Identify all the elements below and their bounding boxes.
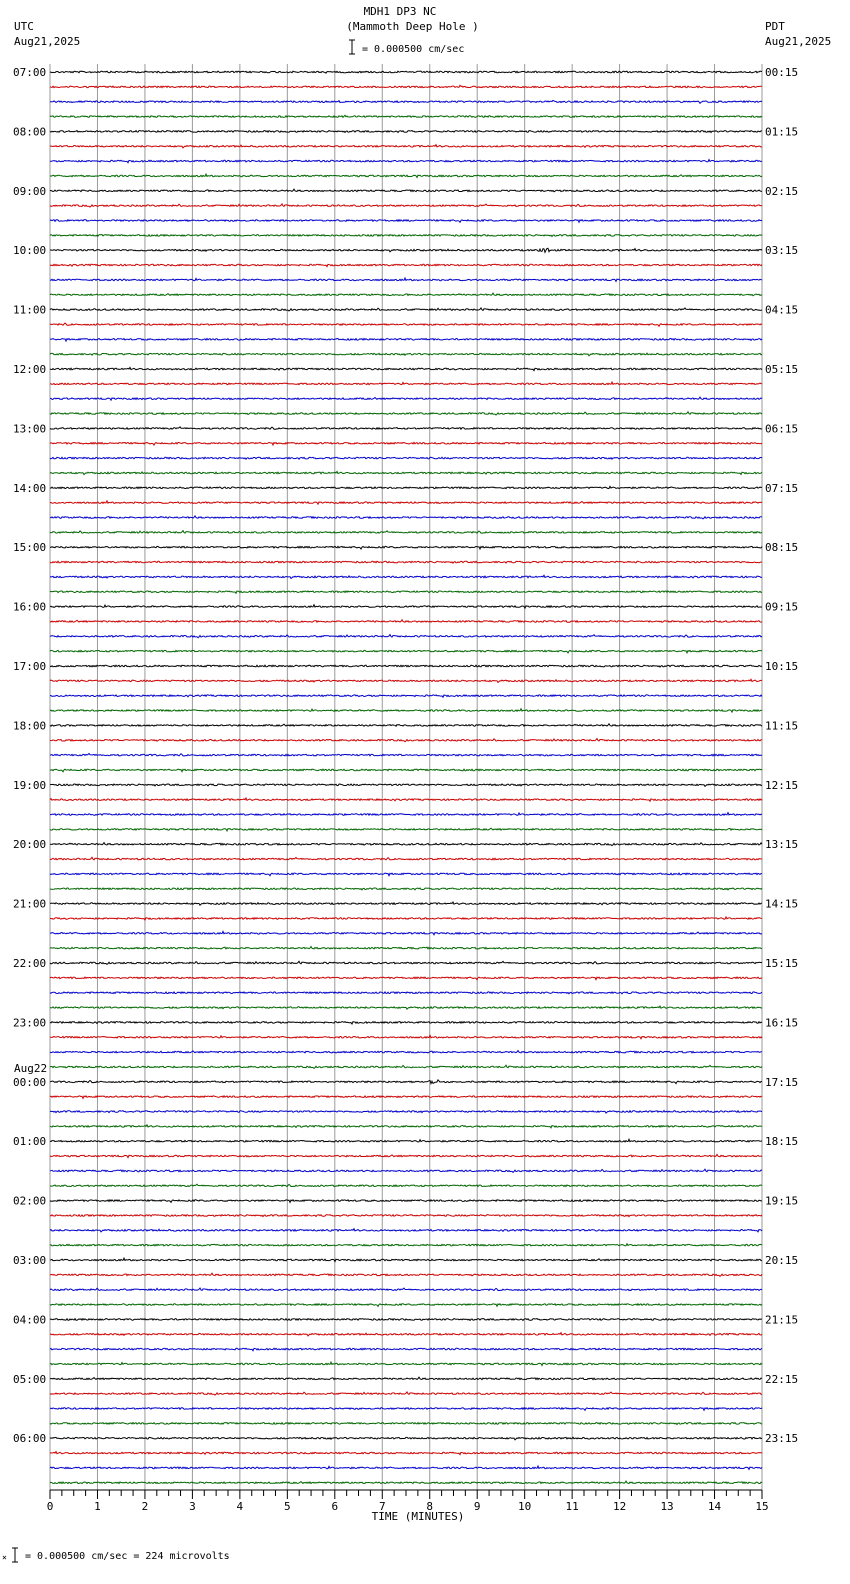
pdt-hour-label: 14:15 [765, 897, 799, 911]
seismic-trace [50, 561, 762, 563]
seismic-trace [50, 367, 762, 370]
seismic-trace [50, 1362, 762, 1365]
seismic-trace [50, 115, 762, 117]
seismic-traces [50, 71, 762, 1483]
pdt-hour-label: 19:15 [765, 1194, 799, 1208]
seismic-trace [50, 709, 762, 712]
utc-hour-label: 16:00 [13, 600, 47, 614]
x-tick-label: 10 [518, 1500, 532, 1513]
left-date: Aug21,2025 [14, 35, 81, 48]
seismic-trace [50, 293, 762, 296]
utc-hour-label: 00:00 [13, 1075, 47, 1089]
seismic-trace [50, 992, 762, 994]
seismic-trace [50, 1065, 762, 1068]
seismic-trace [50, 695, 762, 697]
pdt-hour-label: 21:15 [765, 1313, 799, 1327]
utc-hour-label: 04:00 [13, 1313, 47, 1327]
pdt-hour-label: 13:15 [765, 838, 799, 852]
seismic-trace [50, 1169, 762, 1172]
seismic-trace [50, 1273, 762, 1276]
pdt-hour-label: 11:15 [765, 719, 799, 733]
station-location: (Mammoth Deep Hole ) [346, 20, 479, 33]
seismic-trace [50, 620, 762, 623]
pdt-hour-label: 22:15 [765, 1372, 799, 1386]
pdt-hour-label: 02:15 [765, 184, 799, 198]
seismic-trace [50, 353, 762, 356]
seismic-trace [50, 828, 762, 831]
utc-hour-label: 15:00 [13, 541, 47, 555]
utc-hour-label: 21:00 [13, 897, 47, 911]
pdt-hour-label: 04:15 [765, 303, 799, 317]
seismic-trace [50, 1392, 762, 1395]
seismic-trace [50, 442, 762, 445]
seismic-trace [50, 1319, 762, 1321]
seismic-trace [50, 1080, 762, 1084]
seismic-trace [50, 1244, 762, 1246]
seismic-trace [50, 857, 762, 860]
seismic-trace [50, 769, 762, 772]
utc-hour-label: 14:00 [13, 481, 47, 495]
x-tick-label: 14 [707, 1500, 722, 1513]
seismic-trace [50, 902, 762, 905]
footer-scale-bar-icon [12, 1548, 18, 1562]
x-tick-label: 13 [660, 1500, 674, 1513]
seismic-trace [50, 1006, 762, 1009]
seismic-trace [50, 798, 762, 801]
seismic-trace [50, 1258, 762, 1261]
seismic-trace [50, 931, 762, 934]
pdt-hour-label: 00:15 [765, 66, 799, 79]
seismic-trace [50, 635, 762, 638]
x-tick-label: 8 [426, 1500, 434, 1513]
seismic-trace [50, 1111, 762, 1114]
seismic-trace [50, 1333, 762, 1336]
pdt-hour-label: 12:15 [765, 778, 799, 792]
seismic-trace [50, 174, 762, 177]
pdt-hour-label: 17:15 [765, 1075, 799, 1089]
x-tick-label: 9 [473, 1500, 481, 1513]
utc-hour-label: 17:00 [13, 660, 47, 673]
seismic-trace [50, 85, 762, 87]
seismic-trace [50, 323, 762, 326]
seismic-trace [50, 531, 762, 534]
seismic-trace [50, 724, 762, 726]
seismic-trace [50, 486, 762, 488]
seismic-trace [50, 873, 762, 876]
seismic-trace [50, 397, 762, 400]
utc-hour-label: 19:00 [13, 778, 47, 792]
x-tick-label: 12 [612, 1500, 627, 1513]
seismic-trace [50, 947, 762, 950]
seismic-trace [50, 1139, 762, 1142]
seismic-trace [50, 977, 762, 980]
utc-hour-label: 11:00 [13, 303, 47, 317]
utc-hour-label: 23:00 [13, 1016, 47, 1030]
seismic-trace [50, 1466, 762, 1469]
utc-hour-label: 03:00 [13, 1254, 47, 1267]
seismic-trace [50, 739, 762, 742]
pdt-hour-label: 20:15 [765, 1254, 799, 1267]
seismic-trace [50, 813, 762, 816]
x-tick-label: 3 [189, 1500, 196, 1513]
seismic-trace [50, 754, 762, 756]
minute-grid-lines [50, 64, 762, 1490]
seismic-trace [50, 131, 762, 133]
footer-scale-note: = 0.000500 cm/sec = 224 microvolts [25, 1551, 230, 1562]
utc-hour-label: 06:00 [13, 1432, 47, 1446]
x-tick-label: 0 [46, 1500, 54, 1513]
utc-hour-label: 12:00 [13, 363, 47, 376]
header-scale-bar-icon [349, 40, 355, 54]
seismic-trace [50, 1154, 762, 1157]
x-tick-label: 4 [236, 1500, 244, 1513]
utc-hour-label: 01:00 [13, 1135, 47, 1149]
seismic-trace [50, 264, 762, 266]
seismic-trace [50, 457, 762, 459]
pdt-hour-label: 03:15 [765, 244, 799, 258]
right-timezone: PDT [765, 20, 785, 33]
seismic-trace [50, 605, 762, 608]
seismic-trace [50, 1200, 762, 1203]
utc-hour-label: 20:00 [13, 838, 47, 852]
seismic-trace [50, 1184, 762, 1186]
seismic-trace [50, 591, 762, 593]
seismic-trace [50, 100, 762, 103]
pdt-hour-label: 05:15 [765, 363, 799, 376]
seismic-trace [50, 1215, 762, 1217]
pdt-hour-label: 06:15 [765, 422, 799, 436]
x-tick-label: 2 [141, 1500, 149, 1513]
pdt-hour-label: 09:15 [765, 600, 799, 614]
x-tick-label: 11 [565, 1500, 579, 1513]
seismic-trace [50, 917, 762, 920]
seismic-trace [50, 843, 762, 846]
utc-hour-label: 13:00 [13, 422, 47, 436]
right-date: Aug21,2025 [765, 35, 832, 48]
seismic-trace [50, 220, 762, 223]
pdt-hour-label: 15:15 [765, 957, 799, 970]
seismic-trace [50, 248, 762, 252]
seismic-trace [50, 1125, 762, 1128]
utc-hour-label: 10:00 [13, 244, 47, 258]
seismic-trace [50, 1288, 762, 1291]
header-scale-text: = 0.000500 cm/sec [362, 44, 465, 55]
pdt-hour-label: 18:15 [765, 1135, 799, 1149]
seismic-trace [50, 575, 762, 578]
seismic-trace [50, 1348, 762, 1350]
seismic-trace [50, 145, 762, 148]
utc-hour-label: 07:00 [13, 66, 47, 79]
seismic-trace [50, 339, 762, 342]
seismic-trace [50, 679, 762, 682]
seismic-trace [50, 1096, 762, 1099]
pdt-hour-label: 07:15 [765, 481, 799, 495]
seismic-trace [50, 189, 762, 192]
utc-hour-label: 05:00 [13, 1372, 47, 1386]
seismic-trace [50, 412, 762, 415]
seismic-trace [50, 278, 762, 281]
seismic-trace [50, 1452, 762, 1455]
seismic-trace [50, 471, 762, 474]
x-axis-title: TIME (MINUTES) [371, 1510, 465, 1523]
seismic-trace [50, 308, 762, 311]
seismic-trace [50, 427, 762, 429]
seismic-trace [50, 235, 762, 237]
seismic-trace [50, 382, 762, 385]
seismic-trace [50, 1304, 762, 1307]
utc-hour-label: 09:00 [13, 184, 47, 198]
seismic-trace [50, 1035, 762, 1038]
seismic-trace [50, 71, 762, 73]
seismic-trace [50, 1229, 762, 1232]
utc-date-change-label: Aug22 [14, 1062, 48, 1075]
seismic-trace [50, 1408, 762, 1411]
station-title: MDH1 DP3 NC [363, 5, 437, 18]
seismic-trace [50, 1437, 762, 1440]
seismic-trace [50, 784, 762, 786]
seismic-trace [50, 1481, 762, 1483]
x-tick-label: 6 [331, 1500, 339, 1513]
x-tick-label: 1 [94, 1500, 101, 1513]
left-timezone: UTC [14, 20, 34, 33]
seismic-trace [50, 961, 762, 964]
hour-labels [13, 66, 798, 1445]
seismic-trace [50, 665, 762, 667]
seismic-trace [50, 204, 762, 207]
seismic-trace [50, 1377, 762, 1380]
seismic-trace [50, 516, 762, 519]
seismic-trace [50, 501, 762, 504]
x-tick-label: 7 [378, 1500, 386, 1513]
seismic-trace [50, 1051, 762, 1053]
x-tick-label: 5 [284, 1500, 291, 1513]
seismic-trace [50, 546, 762, 549]
utc-hour-label: 18:00 [13, 719, 47, 733]
pdt-hour-label: 10:15 [765, 660, 799, 673]
footer-mark: × [2, 1553, 7, 1562]
pdt-hour-label: 01:15 [765, 125, 799, 139]
seismic-trace [50, 888, 762, 890]
x-tick-label: 15 [755, 1500, 769, 1513]
utc-hour-label: 22:00 [13, 957, 47, 970]
utc-hour-label: 08:00 [13, 125, 47, 139]
pdt-hour-label: 23:15 [765, 1432, 799, 1446]
seismic-trace [50, 1022, 762, 1024]
seismic-trace [50, 160, 762, 163]
seismic-trace [50, 1423, 762, 1425]
seismic-trace [50, 650, 762, 653]
pdt-hour-label: 16:15 [765, 1016, 799, 1030]
pdt-hour-label: 08:15 [765, 541, 799, 555]
utc-hour-label: 02:00 [13, 1194, 47, 1208]
